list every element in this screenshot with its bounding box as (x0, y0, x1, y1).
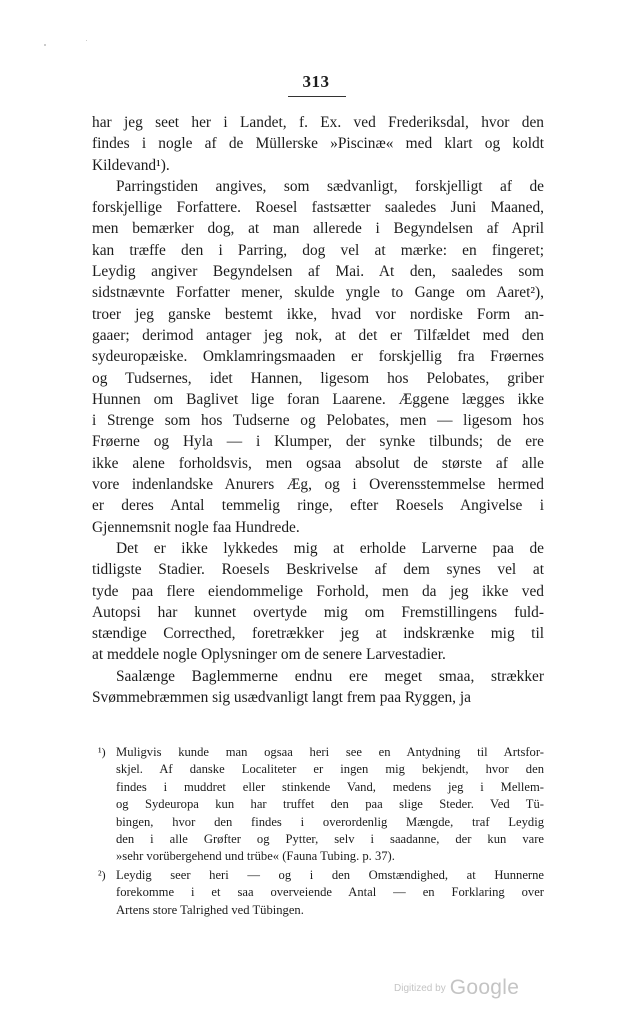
text-line: Parringstiden angives, som sædvanligt, forskjelligt af de (116, 177, 544, 195)
text-line: tidligste Stadier. Roesels Beskrivelse af dem synes vel at (92, 561, 544, 579)
text-line: at meddele nogle Oplysninger om de senere Larvestadier. (92, 646, 446, 664)
text-line: Frøerne og Hyla — i Klumper, der synke tilbunds; de ere (92, 433, 544, 451)
text-line: Kildevand¹). (92, 156, 170, 174)
text-line: Saalænge Baglemmerne endnu ere meget smaa, strækker (116, 667, 544, 685)
text-line: troer jeg ganske bestemt ikke, hvad vor nordiske Form an- (92, 305, 544, 323)
watermark-prefix: Digitized by (394, 982, 446, 994)
footnote-line: findes i muddret eller stinkende Vand, medens jeg i Mellem- (116, 779, 544, 794)
text-line: sydeuropæiske. Omklamringsmaaden er forskjellig fra Frøernes (92, 348, 544, 366)
text-line: sidstnævnte Forfatter mener, skulde yngle to Gange om Aaret²), (92, 284, 544, 302)
footnote (92, 867, 544, 919)
text-line: ikke alene forholdsvis, men ogsaa absolut de største af alle (92, 454, 544, 472)
text-line: tyde paa flere eiendommelige Forhold, men da jeg ikke ved (92, 582, 544, 600)
paragraph (92, 176, 544, 538)
text-line: forskjellige Forfattere. Roesel fastsætter saaledes Juni Maaned, (92, 199, 544, 217)
text-line: Hunnen om Baglivet lige foran Laarene. Æggene lægges ikke (92, 390, 544, 408)
text-line: i Strenge som hos Tudserne og Pelobates, men — ligesom hos (92, 412, 544, 430)
paragraph (92, 666, 544, 709)
footnote-line: Leydig seer heri — og i den Omstændighed, at Hunnerne (116, 867, 544, 882)
paragraph (92, 538, 544, 666)
text-line: vore indenlandske Anurers Æg, og i Overensstemmelse hermed (92, 476, 544, 494)
footnote-line: forekomme i et saa overveiende Antal — en Forklaring over (116, 885, 544, 900)
footnotes (92, 744, 544, 920)
paragraph (92, 112, 544, 176)
digitized-watermark (394, 976, 519, 1000)
footnote (92, 744, 544, 866)
footnote-marker: ¹) (98, 745, 106, 759)
text-line: gaaer; derimod antager jeg nok, at det er Tilfældet med den (92, 326, 544, 344)
scan-speck (86, 40, 87, 41)
text-line: Svømmebræmmen sig usædvanligt langt frem paa Ryggen, ja (92, 689, 471, 707)
text-line: stændige Correcthed, foretrækker jeg at indskrænke mig til (92, 625, 544, 643)
scan-speck (44, 44, 46, 46)
google-logo: Google (449, 976, 520, 999)
body-text (92, 112, 544, 708)
footnote-marker: ²) (98, 867, 106, 882)
footnote-line: »sehr vorübergehend und trübe« (Fauna Tubing. p. 37). (116, 849, 395, 864)
footnote-line: og Sydeuropa kun har truffet den paa slige Steder. Ved Tü- (116, 797, 544, 812)
text-line: findes i nogle af de Müllerske »Piscinæ« med klart og koldt (92, 135, 544, 153)
footnote-line: Muligvis kunde man ogsaa heri see en Antydning til Artsfor- (116, 745, 544, 759)
text-line: Gjennemsnit nogle faa Hundrede. (92, 518, 300, 536)
footnote-line: skjel. Af danske Localiteter er ingen mig bekjendt, hvor den (116, 762, 544, 777)
footnote-line: bingen, hvor den findes i overordenlig Mængde, traf Leydig (116, 814, 544, 829)
page-number: 313 (302, 72, 330, 91)
footnote-line: den i alle Grøfter og Pytter, selv i saadanne, der kun vare (116, 832, 544, 847)
text-line: er deres Antal temmelig ringe, efter Roesels Angivelse i (92, 497, 544, 515)
text-line: men bemærker dog, at man allerede i Begyndelsen af April (92, 220, 544, 238)
text-line: Autopsi har kunnet overtyde mig om Fremstillingens fuld- (92, 603, 544, 621)
text-line: Det er ikke lykkedes mig at erholde Larverne paa de (116, 539, 544, 557)
text-line: Leydig angiver Begyndelsen af Mai. At den, saaledes som (92, 263, 544, 281)
text-line: kan træffe den i Parring, dog vel at mærke: en fingeret; (92, 241, 544, 259)
text-line: har jeg seet her i Landet, f. Ex. ved Frederiksdal, hvor den (92, 114, 544, 131)
text-line: og Tudsernes, idet Hannen, ligesom hos Pelobates, griber (92, 369, 544, 387)
footnote-line: Artens store Talrighed ved Tübingen. (116, 902, 304, 917)
page-number-rule (288, 96, 346, 97)
